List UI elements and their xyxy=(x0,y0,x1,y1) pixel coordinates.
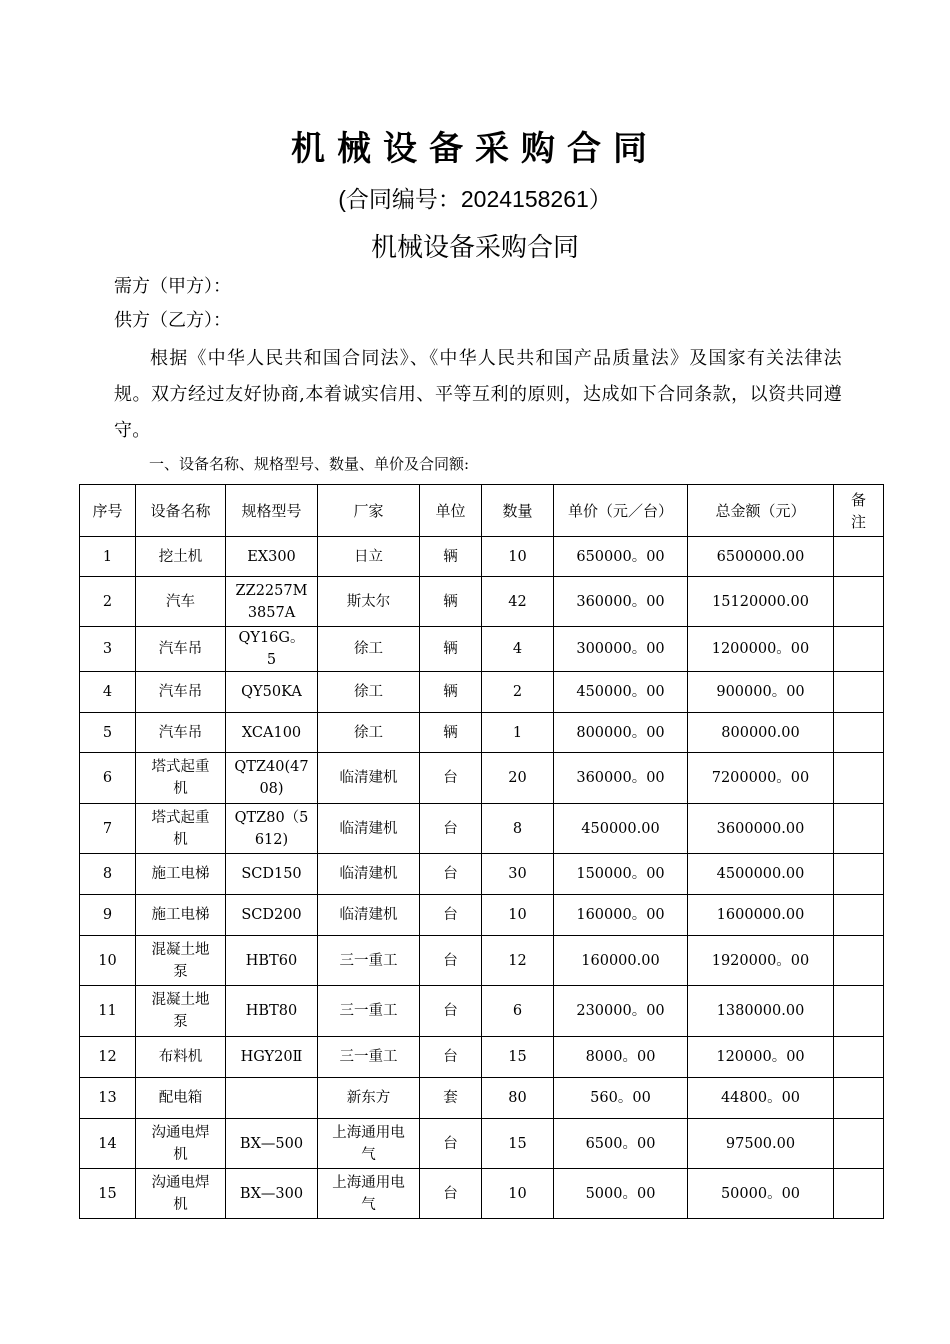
cell-seq: 13 xyxy=(80,1078,136,1119)
cell-remark xyxy=(834,537,884,577)
cell-total: 97500.00 xyxy=(688,1119,834,1169)
cell-name: 施工电梯 xyxy=(136,895,226,936)
cell-maker: 临清建机 xyxy=(318,854,420,895)
cell-name: 布料机 xyxy=(136,1037,226,1078)
cell-name: 汽车 xyxy=(136,577,226,627)
cell-qty: 4 xyxy=(482,627,554,672)
cell-unit: 辆 xyxy=(420,537,482,577)
cell-price: 360000。00 xyxy=(554,577,688,627)
cell-maker: 三一重工 xyxy=(318,986,420,1037)
cell-price: 300000。00 xyxy=(554,627,688,672)
cell-total: 1600000.00 xyxy=(688,895,834,936)
cell-seq: 6 xyxy=(80,753,136,804)
cell-model: XCA100 xyxy=(226,713,318,753)
table-row xyxy=(80,895,884,936)
cell-unit: 台 xyxy=(420,1169,482,1219)
cell-seq: 9 xyxy=(80,895,136,936)
cell-remark xyxy=(834,753,884,804)
cell-seq: 14 xyxy=(80,1119,136,1169)
cell-maker: 徐工 xyxy=(318,713,420,753)
table-row xyxy=(80,854,884,895)
cell-qty: 2 xyxy=(482,672,554,713)
table-row xyxy=(80,577,884,627)
seller-label: 供方（乙方）： xyxy=(114,310,231,331)
equipment-table xyxy=(79,484,884,1219)
cell-name: 汽车吊 xyxy=(136,627,226,672)
cell-seq: 4 xyxy=(80,672,136,713)
cell-total: 120000。00 xyxy=(688,1037,834,1078)
cell-price: 150000。00 xyxy=(554,854,688,895)
cell-seq: 11 xyxy=(80,986,136,1037)
cell-unit: 台 xyxy=(420,986,482,1037)
cell-unit: 台 xyxy=(420,1037,482,1078)
cell-seq: 1 xyxy=(80,537,136,577)
document-title: 机械设备采购合同 xyxy=(291,129,659,169)
header-remark: 备注 xyxy=(834,485,884,537)
cell-remark xyxy=(834,1078,884,1119)
cell-unit: 套 xyxy=(420,1078,482,1119)
cell-seq: 12 xyxy=(80,1037,136,1078)
cell-maker: 三一重工 xyxy=(318,1037,420,1078)
cell-total: 50000。00 xyxy=(688,1169,834,1219)
document-subtitle: 机械设备采购合同 xyxy=(370,233,579,263)
cell-remark xyxy=(834,577,884,627)
cell-qty: 10 xyxy=(482,537,554,577)
table-row xyxy=(80,804,884,854)
cell-model xyxy=(226,1078,318,1119)
cell-total: 3600000.00 xyxy=(688,804,834,854)
cell-remark xyxy=(834,936,884,986)
cell-qty: 10 xyxy=(482,1169,554,1219)
cell-model: EX300 xyxy=(226,537,318,577)
cell-name: 沟通电焊机 xyxy=(136,1169,226,1219)
header-price: 单价（元／台） xyxy=(554,485,688,537)
cell-qty: 20 xyxy=(482,753,554,804)
cell-model: QY16G。5 xyxy=(226,627,318,672)
header-name: 设备名称 xyxy=(136,485,226,537)
cell-model: BX—500 xyxy=(226,1119,318,1169)
cell-seq: 7 xyxy=(80,804,136,854)
cell-remark xyxy=(834,627,884,672)
cell-remark xyxy=(834,672,884,713)
cell-remark xyxy=(834,1037,884,1078)
cell-seq: 10 xyxy=(80,936,136,986)
cell-remark xyxy=(834,854,884,895)
table-row xyxy=(80,627,884,672)
cell-qty: 15 xyxy=(482,1037,554,1078)
cell-unit: 台 xyxy=(420,895,482,936)
cell-name: 塔式起重机 xyxy=(136,753,226,804)
cell-remark xyxy=(834,986,884,1037)
cell-price: 230000。00 xyxy=(554,986,688,1037)
cell-name: 混凝土地泵 xyxy=(136,986,226,1037)
table-row xyxy=(80,1078,884,1119)
cell-seq: 8 xyxy=(80,854,136,895)
table-row xyxy=(80,1119,884,1169)
cell-qty: 8 xyxy=(482,804,554,854)
cell-seq: 2 xyxy=(80,577,136,627)
cell-price: 5000。00 xyxy=(554,1169,688,1219)
cell-name: 汽车吊 xyxy=(136,672,226,713)
cell-name: 塔式起重机 xyxy=(136,804,226,854)
cell-price: 6500。00 xyxy=(554,1119,688,1169)
cell-model: SCD200 xyxy=(226,895,318,936)
cell-total: 800000.00 xyxy=(688,713,834,753)
cell-model: QY50KA xyxy=(226,672,318,713)
cell-total: 15120000.00 xyxy=(688,577,834,627)
cell-price: 450000.00 xyxy=(554,804,688,854)
cell-total: 44800。00 xyxy=(688,1078,834,1119)
header-unit: 单位 xyxy=(420,485,482,537)
cell-name: 挖土机 xyxy=(136,537,226,577)
cell-total: 4500000.00 xyxy=(688,854,834,895)
cell-remark xyxy=(834,1169,884,1219)
table-header-row xyxy=(80,485,884,537)
cell-seq: 15 xyxy=(80,1169,136,1219)
cell-remark xyxy=(834,804,884,854)
cell-unit: 台 xyxy=(420,936,482,986)
cell-maker: 徐工 xyxy=(318,672,420,713)
cell-name: 配电箱 xyxy=(136,1078,226,1119)
cell-total: 1920000。00 xyxy=(688,936,834,986)
cell-qty: 1 xyxy=(482,713,554,753)
cell-name: 沟通电焊机 xyxy=(136,1119,226,1169)
header-model: 规格型号 xyxy=(226,485,318,537)
header-maker: 厂家 xyxy=(318,485,420,537)
intro-paragraph: 根据《中华人民共和国合同法》、《中华人民共和国产品质量法》及国家有关法律法规。双方经过友好协商,本着诚实信用、平等互利的原则，达成如下合同条款，以资共同遵守。 xyxy=(114,348,842,441)
header-total: 总金额（元） xyxy=(688,485,834,537)
cell-price: 800000。00 xyxy=(554,713,688,753)
cell-unit: 辆 xyxy=(420,577,482,627)
cell-total: 1380000.00 xyxy=(688,986,834,1037)
cell-seq: 3 xyxy=(80,627,136,672)
cell-qty: 80 xyxy=(482,1078,554,1119)
table-body xyxy=(80,537,884,1219)
header-seq: 序号 xyxy=(80,485,136,537)
cell-price: 560。00 xyxy=(554,1078,688,1119)
cell-qty: 10 xyxy=(482,895,554,936)
cell-model: ZZ2257M3857A xyxy=(226,577,318,627)
cell-unit: 辆 xyxy=(420,627,482,672)
cell-qty: 30 xyxy=(482,854,554,895)
cell-maker: 徐工 xyxy=(318,627,420,672)
cell-maker: 临清建机 xyxy=(318,895,420,936)
cell-maker: 新东方 xyxy=(318,1078,420,1119)
cell-maker: 上海通用电气 xyxy=(318,1169,420,1219)
cell-price: 650000。00 xyxy=(554,537,688,577)
cell-price: 450000。00 xyxy=(554,672,688,713)
table-row xyxy=(80,1037,884,1078)
cell-model: HGY20Ⅱ xyxy=(226,1037,318,1078)
cell-maker: 三一重工 xyxy=(318,936,420,986)
section-1-heading: 一、设备名称、规格型号、数量、单价及合同额: xyxy=(149,455,470,473)
table-row xyxy=(80,753,884,804)
cell-remark xyxy=(834,713,884,753)
cell-maker: 日立 xyxy=(318,537,420,577)
cell-price: 160000。00 xyxy=(554,895,688,936)
table-row xyxy=(80,936,884,986)
cell-price: 160000.00 xyxy=(554,936,688,986)
cell-unit: 辆 xyxy=(420,713,482,753)
cell-unit: 台 xyxy=(420,854,482,895)
cell-model: SCD150 xyxy=(226,854,318,895)
cell-unit: 台 xyxy=(420,1119,482,1169)
contract-number: (合同编号：2024158261） xyxy=(338,186,612,212)
header-qty: 数量 xyxy=(482,485,554,537)
cell-qty: 12 xyxy=(482,936,554,986)
cell-model: BX—300 xyxy=(226,1169,318,1219)
cell-seq: 5 xyxy=(80,713,136,753)
cell-model: QTZ40(4708) xyxy=(226,753,318,804)
cell-model: QTZ80（5612) xyxy=(226,804,318,854)
cell-name: 混凝土地泵 xyxy=(136,936,226,986)
cell-total: 900000。00 xyxy=(688,672,834,713)
cell-qty: 6 xyxy=(482,986,554,1037)
cell-unit: 台 xyxy=(420,753,482,804)
cell-name: 汽车吊 xyxy=(136,713,226,753)
cell-name: 施工电梯 xyxy=(136,854,226,895)
cell-maker: 斯太尔 xyxy=(318,577,420,627)
cell-total: 1200000。00 xyxy=(688,627,834,672)
table-row xyxy=(80,986,884,1037)
cell-remark xyxy=(834,895,884,936)
cell-total: 7200000。00 xyxy=(688,753,834,804)
table-row xyxy=(80,713,884,753)
cell-price: 360000。00 xyxy=(554,753,688,804)
cell-qty: 15 xyxy=(482,1119,554,1169)
table-row xyxy=(80,672,884,713)
cell-maker: 上海通用电气 xyxy=(318,1119,420,1169)
cell-price: 8000。00 xyxy=(554,1037,688,1078)
cell-maker: 临清建机 xyxy=(318,804,420,854)
cell-maker: 临清建机 xyxy=(318,753,420,804)
buyer-label: 需方（甲方）： xyxy=(114,276,231,297)
cell-model: HBT60 xyxy=(226,936,318,986)
cell-qty: 42 xyxy=(482,577,554,627)
table-row xyxy=(80,1169,884,1219)
cell-unit: 辆 xyxy=(420,672,482,713)
cell-model: HBT80 xyxy=(226,986,318,1037)
cell-remark xyxy=(834,1119,884,1169)
table-row xyxy=(80,537,884,577)
cell-unit: 台 xyxy=(420,804,482,854)
cell-total: 6500000.00 xyxy=(688,537,834,577)
